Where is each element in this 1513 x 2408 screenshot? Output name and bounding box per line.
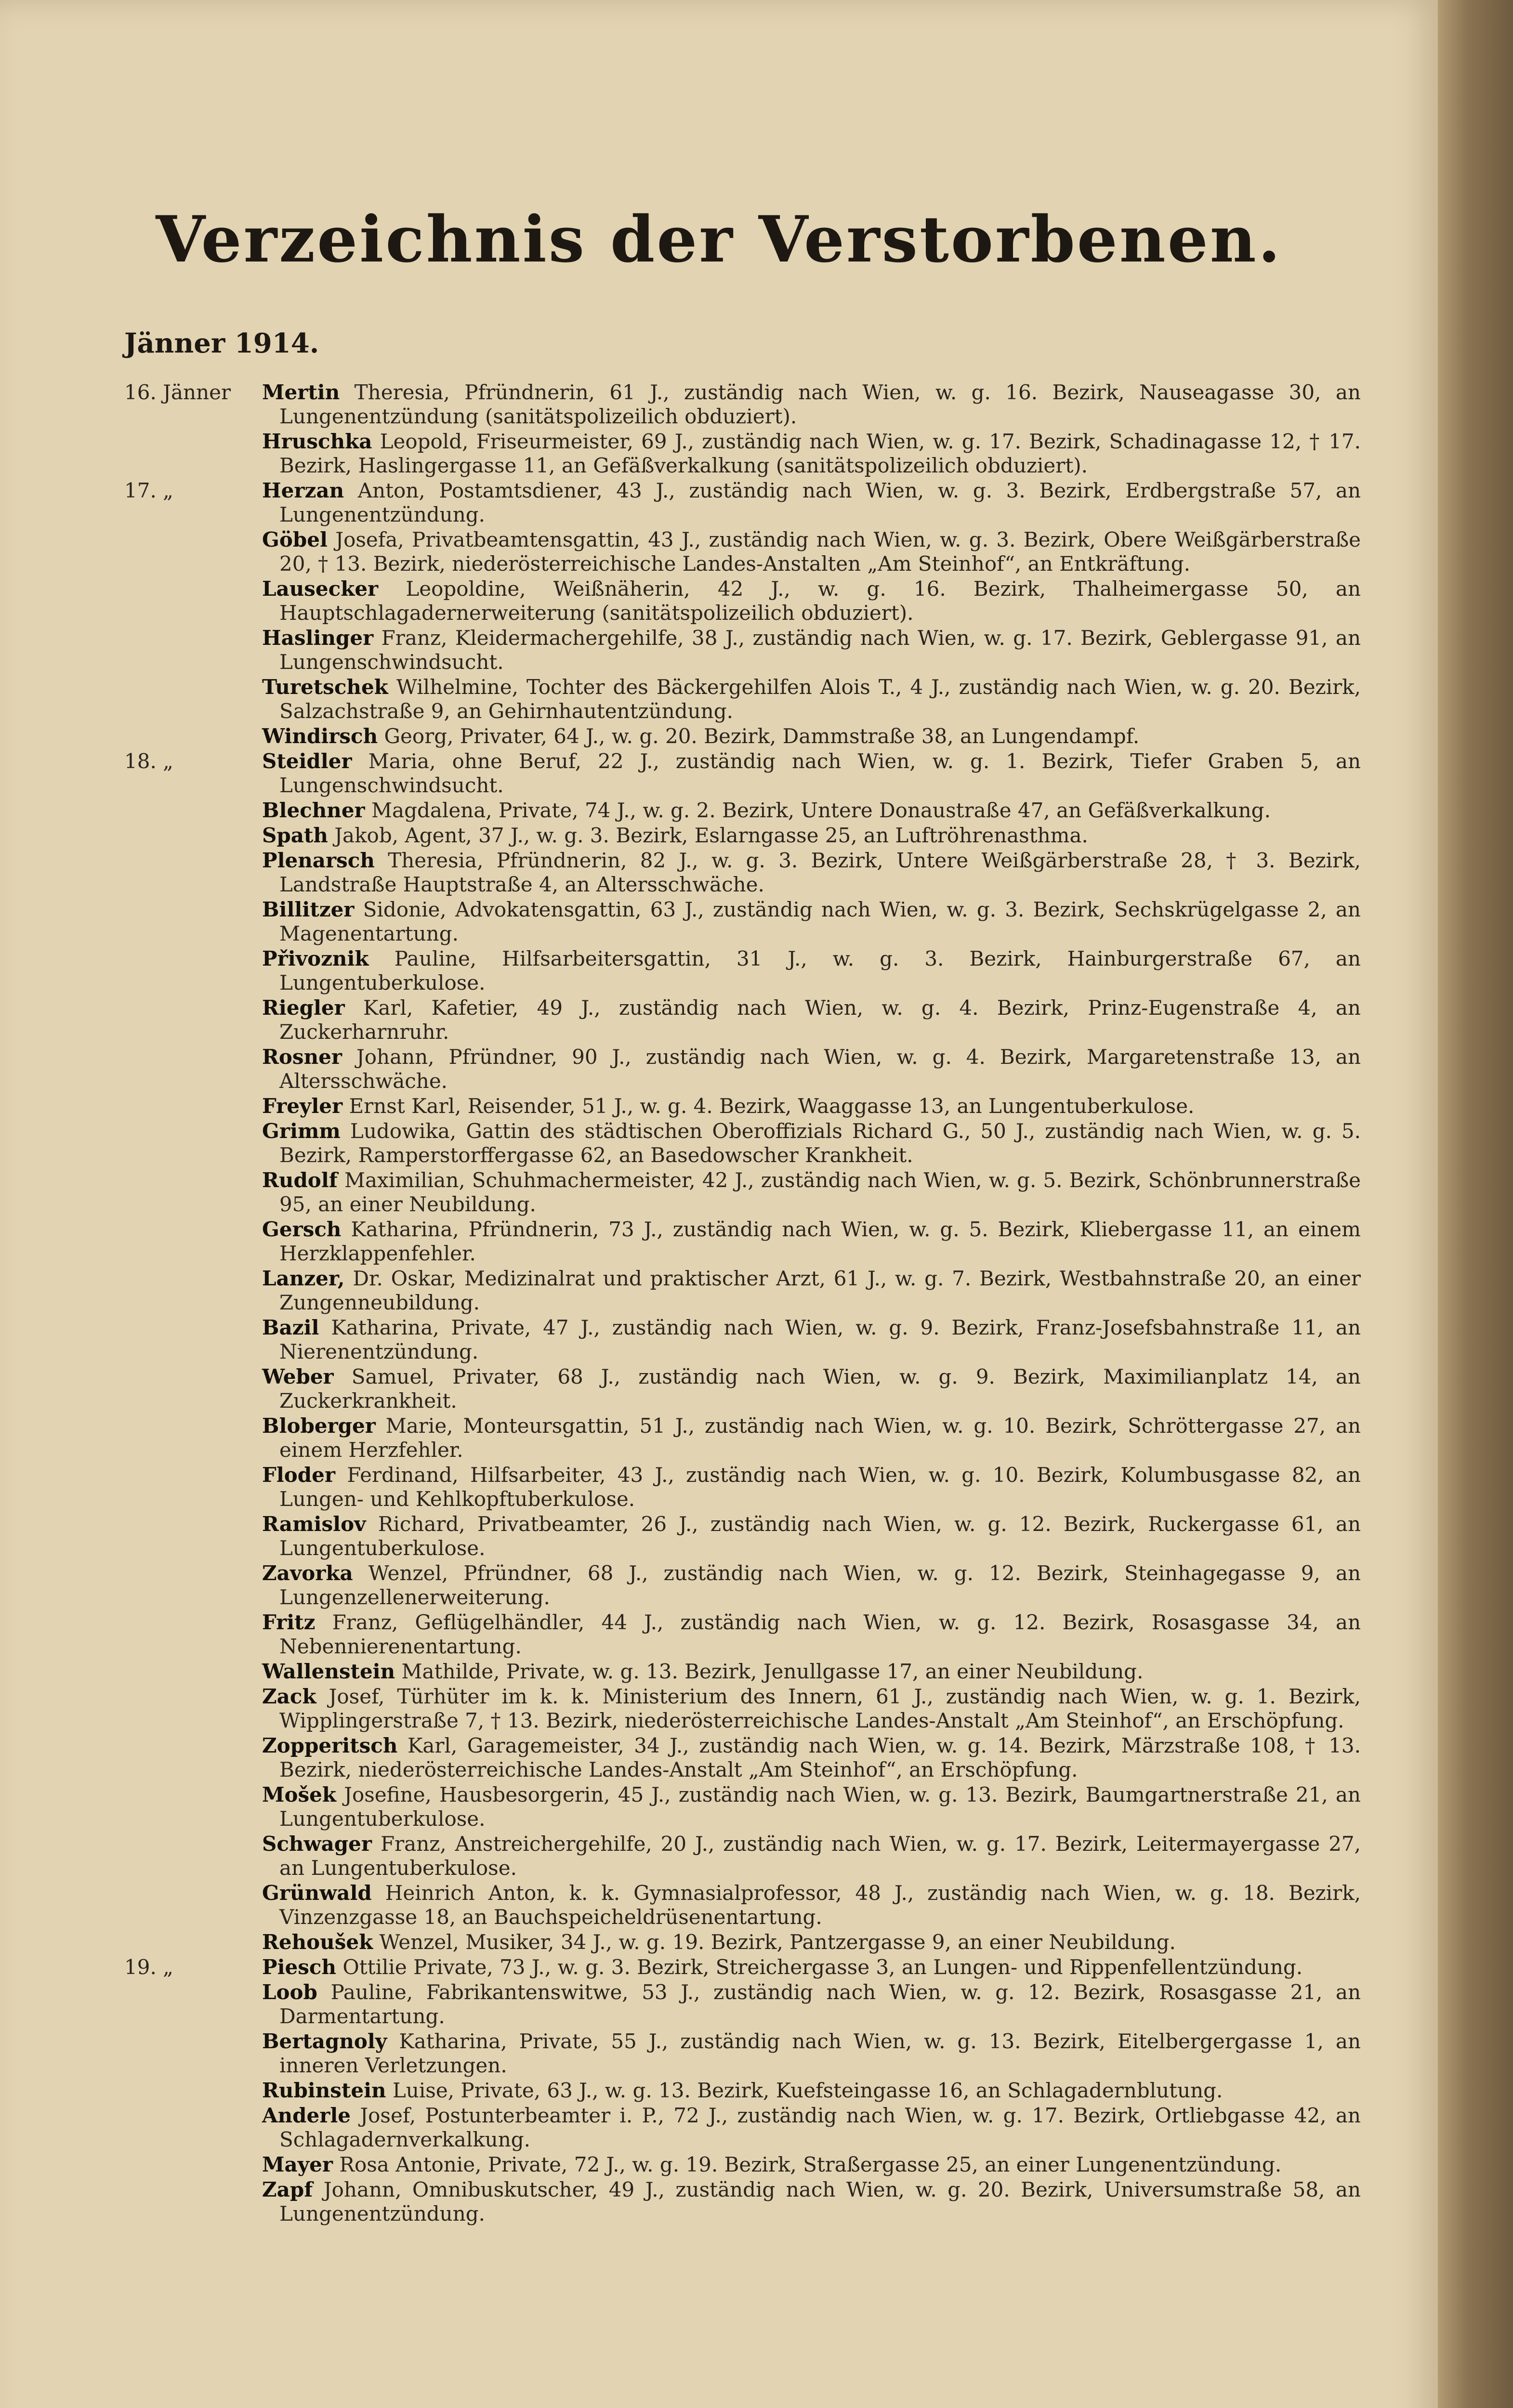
entry-details: Ludowika, Gattin des städtischen Oberoffizials Richard G., 50 J., zuständig nach Wien, w. g. 5. Bezirk, Ramperstorffergasse 62, an Basedowscher Krankheit. xyxy=(279,1119,1361,1167)
entry-date: 19. „ xyxy=(124,1955,173,1979)
list-item xyxy=(0,824,1438,848)
list-item xyxy=(0,430,1438,478)
entry-surname: Fritz xyxy=(262,1610,316,1634)
entry-details: Dr. Oskar, Medizinalrat und praktischer Arzt, 61 J., w. g. 7. Bezirk, Westbahnstraße 20, an einer Zungenneubildung. xyxy=(279,1267,1361,1314)
entry-surname: Anderle xyxy=(262,2104,351,2127)
entry-details: Katharina, Private, 55 J., zuständig nach Wien, w. g. 13. Bezirk, Eitelbergergasse 1, an inneren Verletzungen. xyxy=(279,2029,1361,2077)
entry-details: Pauline, Hilfsarbeitersgattin, 31 J., w. g. 3. Bezirk, Hainburgerstraße 67, an Lungentuberkulose. xyxy=(279,947,1361,995)
entry-surname: Mertin xyxy=(262,380,340,404)
month-heading: Jänner 1914. xyxy=(124,327,319,359)
entry-surname: Blechner xyxy=(262,798,365,822)
entry-date: 18. „ xyxy=(124,749,173,773)
entry-surname: Turetschek xyxy=(262,675,388,699)
entry-details: Franz, Kleidermachergehilfe, 38 J., zuständig nach Wien, w. g. 17. Bezirk, Geblergasse 91, an Lungenschwindsucht. xyxy=(279,626,1361,674)
entry-surname: Mayer xyxy=(262,2153,333,2176)
entry-surname: Spath xyxy=(262,824,328,847)
entry-details: Theresia, Pfründnerin, 82 J., w. g. 3. Bezirk, Untere Weißgärberstraße 28, † 3. Bezirk, Landstraße Hauptstraße 4, an Altersschwäche. xyxy=(279,849,1361,896)
list-item xyxy=(0,1365,1438,1413)
entry-details: Georg, Privater, 64 J., w. g. 20. Bezirk, Dammstraße 38, an Lungendampf. xyxy=(384,724,1140,748)
list-item xyxy=(0,1561,1438,1610)
list-item xyxy=(0,1610,1438,1659)
entry-surname: Zapf xyxy=(262,2178,313,2201)
entry-surname: Gersch xyxy=(262,1217,342,1241)
entry-surname: Mošek xyxy=(262,1783,336,1806)
list-item xyxy=(0,380,1438,429)
entry-details: Mathilde, Private, w. g. 13. Bezirk, Jenullgasse 17, an einer Neubildung. xyxy=(401,1660,1144,1683)
entry-details: Karl, Kafetier, 49 J., zuständig nach Wien, w. g. 4. Bezirk, Prinz-Eugenstraße 4, an Zuckerharnruhr. xyxy=(279,996,1361,1044)
list-item xyxy=(0,1119,1438,1167)
entry-details: Anton, Postamtsdiener, 43 J., zuständig nach Wien, w. g. 3. Bezirk, Erdbergstraße 57, an Lungenentzündung. xyxy=(279,479,1361,526)
entry-details: Theresia, Pfründnerin, 61 J., zuständig nach Wien, w. g. 16. Bezirk, Nauseagasse 30, an Lungenentzündung (sanitätspolizeilich obduziert). xyxy=(279,380,1361,428)
entry-surname: Bloberger xyxy=(262,1414,376,1438)
entry-surname: Plenarsch xyxy=(262,849,375,872)
entry-details: Ferdinand, Hilfsarbeiter, 43 J., zuständig nach Wien, w. g. 10. Bezirk, Kolumbusgasse 82, an Lungen- und Kehlkopftuberkulose. xyxy=(279,1463,1361,1511)
list-item xyxy=(0,528,1438,576)
list-item xyxy=(0,1980,1438,2028)
list-item xyxy=(0,798,1438,823)
list-item xyxy=(0,2104,1438,2152)
list-item xyxy=(0,1217,1438,1266)
entry-details: Ottilie Private, 73 J., w. g. 3. Bezirk, Streichergasse 3, an Lungen- und Rippenfellentzündung. xyxy=(342,1955,1303,1979)
entry-details: Johann, Pfründner, 90 J., zuständig nach Wien, w. g. 4. Bezirk, Margaretenstraße 13, an Altersschwäche. xyxy=(279,1045,1361,1093)
book-edge xyxy=(1438,0,1513,2408)
entry-details: Josef, Postunterbeamter i. P., 72 J., zuständig nach Wien, w. g. 17. Bezirk, Ortliebgasse 42, an Schlagadernverkalkung. xyxy=(279,2104,1361,2151)
list-item xyxy=(0,1955,1438,1979)
list-item xyxy=(0,947,1438,995)
list-item xyxy=(0,1832,1438,1880)
list-item xyxy=(0,675,1438,723)
list-item xyxy=(0,2153,1438,2177)
entry-surname: Loob xyxy=(262,1980,317,2004)
entry-surname: Haslinger xyxy=(262,626,374,650)
entry-details: Leopold, Friseurmeister, 69 J., zuständig nach Wien, w. g. 17. Bezirk, Schadinagasse 12, † 17. Bezirk, Haslingergasse 11, an Gefäßverkalkung (sanitätspolizeilich obduziert). xyxy=(279,430,1361,477)
entry-surname: Rubinstein xyxy=(262,2079,386,2102)
list-item xyxy=(0,1734,1438,1782)
list-item xyxy=(0,1414,1438,1462)
entry-details: Johann, Omnibuskutscher, 49 J., zuständig nach Wien, w. g. 20. Bezirk, Universumstraße 58, an Lungenentzündung. xyxy=(279,2178,1361,2225)
list-item xyxy=(0,1930,1438,1954)
entry-surname: Ramislov xyxy=(262,1512,366,1536)
entry-details: Karl, Garagemeister, 34 J., zuständig nach Wien, w. g. 14. Bezirk, Märzstraße 108, † 13. Bezirk, niederösterreichische Landes-Anstalt „Am Steinhof“, an Erschöpfung. xyxy=(279,1734,1361,1781)
list-item xyxy=(0,1463,1438,1511)
entry-details: Maximilian, Schuhmachermeister, 42 J., zuständig nach Wien, w. g. 5. Bezirk, Schönbrunnerstraße 95, an einer Neubildung. xyxy=(279,1168,1361,1216)
list-item xyxy=(0,1267,1438,1315)
entry-date: 16. Jänner xyxy=(124,380,231,404)
list-item xyxy=(0,996,1438,1044)
entry-details: Marie, Monteursgattin, 51 J., zuständig nach Wien, w. g. 10. Bezirk, Schröttergasse 27, an einem Herzfehler. xyxy=(279,1414,1361,1462)
entry-surname: Göbel xyxy=(262,528,328,551)
entry-surname: Lausecker xyxy=(262,577,379,601)
entry-surname: Lanzer, xyxy=(262,1267,345,1290)
entry-surname: Hruschka xyxy=(262,430,372,453)
entry-details: Wenzel, Pfründner, 68 J., zuständig nach Wien, w. g. 12. Bezirk, Steinhagegasse 9, an Lungenzellenerweiterung. xyxy=(279,1561,1361,1609)
entry-surname: Zack xyxy=(262,1685,316,1708)
list-item xyxy=(0,1660,1438,1684)
entry-details: Ernst Karl, Reisender, 51 J., w. g. 4. Bezirk, Waaggasse 13, an Lungentuberkulose. xyxy=(349,1094,1195,1118)
entry-list xyxy=(0,380,1438,2227)
entry-surname: Freyler xyxy=(262,1094,343,1118)
list-item xyxy=(0,849,1438,897)
entry-surname: Zopperitsch xyxy=(262,1734,398,1757)
entry-details: Katharina, Pfründnerin, 73 J., zuständig nach Wien, w. g. 5. Bezirk, Kliebergasse 11, an einem Herzklappenfehler. xyxy=(279,1217,1361,1265)
list-item xyxy=(0,1094,1438,1118)
entry-surname: Piesch xyxy=(262,1955,337,1979)
entry-details: Luise, Private, 63 J., w. g. 13. Bezirk, Kuefsteingasse 16, an Schlagadernblutung. xyxy=(392,2079,1223,2102)
entry-surname: Riegler xyxy=(262,996,345,1020)
list-item xyxy=(0,2178,1438,2226)
entry-details: Franz, Anstreichergehilfe, 20 J., zuständig nach Wien, w. g. 17. Bezirk, Leitermayergasse 27, an Lungentuberkulose. xyxy=(279,1832,1361,1880)
entry-details: Sidonie, Advokatensgattin, 63 J., zuständig nach Wien, w. g. 3. Bezirk, Sechskrügelgasse 2, an Magenentartung. xyxy=(279,898,1361,945)
entry-details: Samuel, Privater, 68 J., zuständig nach Wien, w. g. 9. Bezirk, Maximilianplatz 14, an Zuckerkrankheit. xyxy=(279,1365,1361,1413)
entry-surname: Bertagnoly xyxy=(262,2029,387,2053)
entry-surname: Grimm xyxy=(262,1119,341,1143)
entry-surname: Rosner xyxy=(262,1045,342,1069)
list-item xyxy=(0,479,1438,527)
entry-details: Heinrich Anton, k. k. Gymnasialprofessor, 48 J., zuständig nach Wien, w. g. 18. Bezirk, Vinzenzgasse 18, an Bauchspeicheldrüsenentartung. xyxy=(279,1881,1361,1929)
entry-surname: Steidler xyxy=(262,749,352,773)
entry-surname: Wallenstein xyxy=(262,1660,395,1683)
list-item xyxy=(0,1316,1438,1364)
entry-details: Leopoldine, Weißnäherin, 42 J., w. g. 16. Bezirk, Thalheimergasse 50, an Hauptschlagadernerweiterung (sanitätspolizeilich obduziert). xyxy=(279,577,1361,625)
entry-date: 17. „ xyxy=(124,479,173,502)
entry-surname: Grünwald xyxy=(262,1881,372,1905)
list-item xyxy=(0,1168,1438,1217)
entry-surname: Rehoušek xyxy=(262,1930,373,1954)
entry-details: Rosa Antonie, Private, 72 J., w. g. 19. Bezirk, Straßergasse 25, an einer Lungenentzündung. xyxy=(339,2153,1282,2176)
entry-surname: Herzan xyxy=(262,479,344,502)
entry-surname: Zavorka xyxy=(262,1561,353,1585)
entry-surname: Rudolf xyxy=(262,1168,338,1192)
entry-details: Franz, Geflügelhändler, 44 J., zuständig nach Wien, w. g. 12. Bezirk, Rosasgasse 34, an Nebennierenentartung. xyxy=(279,1610,1361,1658)
entry-details: Wilhelmine, Tochter des Bäckergehilfen Alois T., 4 J., zuständig nach Wien, w. g. 20. Bezirk, Salzachstraße 9, an Gehirnhautentzündung. xyxy=(279,675,1361,723)
entry-surname: Windirsch xyxy=(262,724,378,748)
entry-details: Pauline, Fabrikantenswitwe, 53 J., zuständig nach Wien, w. g. 12. Bezirk, Rosasgasse 21, an Darmentartung. xyxy=(279,1980,1361,2028)
list-item xyxy=(0,1783,1438,1831)
list-item xyxy=(0,2079,1438,2103)
entry-details: Jakob, Agent, 37 J., w. g. 3. Bezirk, Eslarngasse 25, an Luftröhrenasthma. xyxy=(334,824,1088,847)
list-item xyxy=(0,626,1438,674)
page-title: Verzeichnis der Verstorbenen. xyxy=(156,202,1282,277)
entry-surname: Weber xyxy=(262,1365,334,1388)
list-item xyxy=(0,1685,1438,1733)
list-item xyxy=(0,1045,1438,1093)
list-item xyxy=(0,749,1438,798)
list-item xyxy=(0,577,1438,625)
entry-surname: Billitzer xyxy=(262,898,355,921)
entry-details: Richard, Privatbeamter, 26 J., zuständig nach Wien, w. g. 12. Bezirk, Ruckergasse 61, an Lungentuberkulose. xyxy=(279,1512,1361,1560)
list-item xyxy=(0,1512,1438,1560)
list-item xyxy=(0,898,1438,946)
entry-details: Josef, Türhüter im k. k. Ministerium des Innern, 61 J., zuständig nach Wien, w. g. 1. Bezirk, Wipplingerstraße 7, † 13. Bezirk, niederösterreichische Landes-Anstalt „Am Steinhof“, an Erschöpfung. xyxy=(279,1685,1361,1732)
entry-details: Magdalena, Private, 74 J., w. g. 2. Bezirk, Untere Donaustraße 47, an Gefäßverkalkung. xyxy=(371,798,1271,822)
list-item xyxy=(0,724,1438,748)
entry-details: Katharina, Private, 47 J., zuständig nach Wien, w. g. 9. Bezirk, Franz-Josefsbahnstraße 11, an Nierenentzündung. xyxy=(279,1316,1361,1363)
entry-details: Maria, ohne Beruf, 22 J., zuständig nach Wien, w. g. 1. Bezirk, Tiefer Graben 5, an Lungenschwindsucht. xyxy=(279,749,1361,797)
list-item xyxy=(0,1881,1438,1929)
entry-surname: Schwager xyxy=(262,1832,372,1856)
entry-details: Wenzel, Musiker, 34 J., w. g. 19. Bezirk, Pantzergasse 9, an einer Neubildung. xyxy=(379,1930,1176,1954)
entry-surname: Bazil xyxy=(262,1316,319,1339)
list-item xyxy=(0,2029,1438,2078)
entry-surname: Přivoznik xyxy=(262,947,369,970)
entry-details: Josefine, Hausbesorgerin, 45 J., zuständig nach Wien, w. g. 13. Bezirk, Baumgartnerstraße 21, an Lungentuberkulose. xyxy=(279,1783,1361,1831)
entry-details: Josefa, Privatbeamtensgattin, 43 J., zuständig nach Wien, w. g. 3. Bezirk, Obere Weißgärberstraße 20, † 13. Bezirk, niederösterreichische Landes-Anstalten „Am Steinhof“, an Entkräftung. xyxy=(279,528,1361,576)
entry-surname: Floder xyxy=(262,1463,336,1487)
